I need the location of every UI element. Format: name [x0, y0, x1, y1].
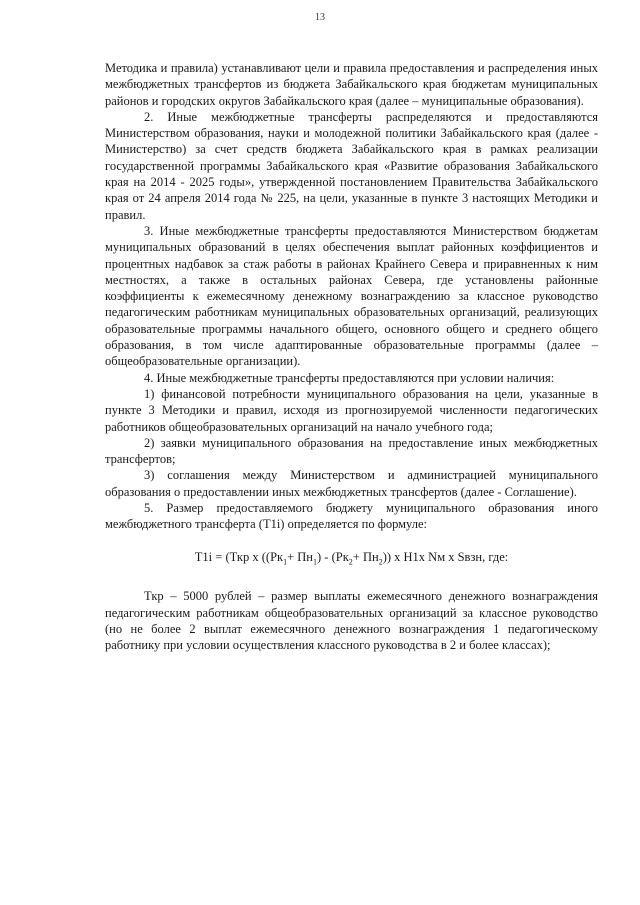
paragraph-intro-continuation: Методика и правила) устанавливают цели и правила предоставления и распределения иных межбюджетных трансфертов из бюджета Забайкальского края бюджетам муниципальных районов и городских округов Забайкальского края (далее – муниципальные образования). — [105, 61, 598, 108]
formula-part-3: ) - (Рк — [317, 549, 349, 564]
definition-tkr: Ткр – 5000 рублей – размер выплаты ежемесячного денежного вознаграждения педагогическим работникам общеобразовательных организаций за классное руководство (но не более 2 выплат ежемесячного денежного вознаграждения 1 педагогическому работнику при условии осуществления классного руководства в 2 и более классах); — [105, 589, 598, 653]
paragraph-4-item-1: 1) финансовой потребности муниципального образования на цели, указанные в пункте 3 Методики и правил, исходя из прогнозируемой численности педагогических работников общеобразовательных организаций на начало учебного года; — [105, 386, 598, 434]
paragraph-4-item-3: 3) соглашения между Министерством и администрацией муниципального образования о предоставлении иных межбюджетных трансфертов (далее - Соглашение). — [105, 468, 598, 499]
formula-part-rest: )) x Н1x Nм x Sвзн, где: — [382, 549, 509, 564]
page-number: 13 — [315, 12, 325, 23]
paragraph-4-item-2: 2) заявки муниципального образования на предоставление иных межбюджетных трансфертов; — [105, 435, 598, 467]
document-body — [105, 60, 598, 654]
paragraph-5: 5. Размер предоставляемого бюджету муниципального образования иного межбюджетного трансферта (T1i) определяется по формуле: — [105, 501, 598, 532]
formula — [105, 549, 598, 571]
formula-subscript-2: 1 — [313, 557, 318, 567]
formula-subscript-4: 2 — [378, 557, 383, 567]
formula-part-4: + Пн — [352, 549, 379, 564]
formula-subscript-3: 2 — [348, 557, 353, 567]
formula-subscript-1: 1 — [283, 557, 288, 567]
formula-part-2: + Пн — [287, 549, 314, 564]
paragraph-2: 2. Иные межбюджетные трансферты распределяются и предоставляются Министерством образования, науки и молодежной политики Забайкальского края (далее - Министерство) за счет средств бюджета Забайкальского края в рамках реализации государственной программы Забайкальского края «Развитие образования Забайкальского края на 2014 - 2025 годы», утвержденной постановлением Правительства Забайкальского края от 24 апреля 2014 года № 225, на цели, указанные в пункте 3 настоящих Методики и правил. — [105, 109, 598, 222]
paragraph-4: 4. Иные межбюджетные трансферты предоставляются при условии наличия: — [144, 370, 555, 385]
formula-part-lhs: T1i = (Ткр x ((Рк — [194, 549, 284, 564]
paragraph-3: 3. Иные межбюджетные трансферты предоставляются Министерством бюджетам муниципальных образований в целях обеспечения выплат районных коэффициентов и процентных надбавок за стаж работы в районах Крайнего Севера и приравненных к ним местностях, а также в остальных районах Севера, где установлены районные коэффициенты к ежемесячному денежному вознаграждению за классное руководство педагогическим работникам муниципальных образовательных организаций, реализующих образовательные программы начального общего, основного общего и среднего общего образования, в том числе адаптированные образовательные программы (далее – общеобразовательные организации). — [105, 223, 598, 369]
